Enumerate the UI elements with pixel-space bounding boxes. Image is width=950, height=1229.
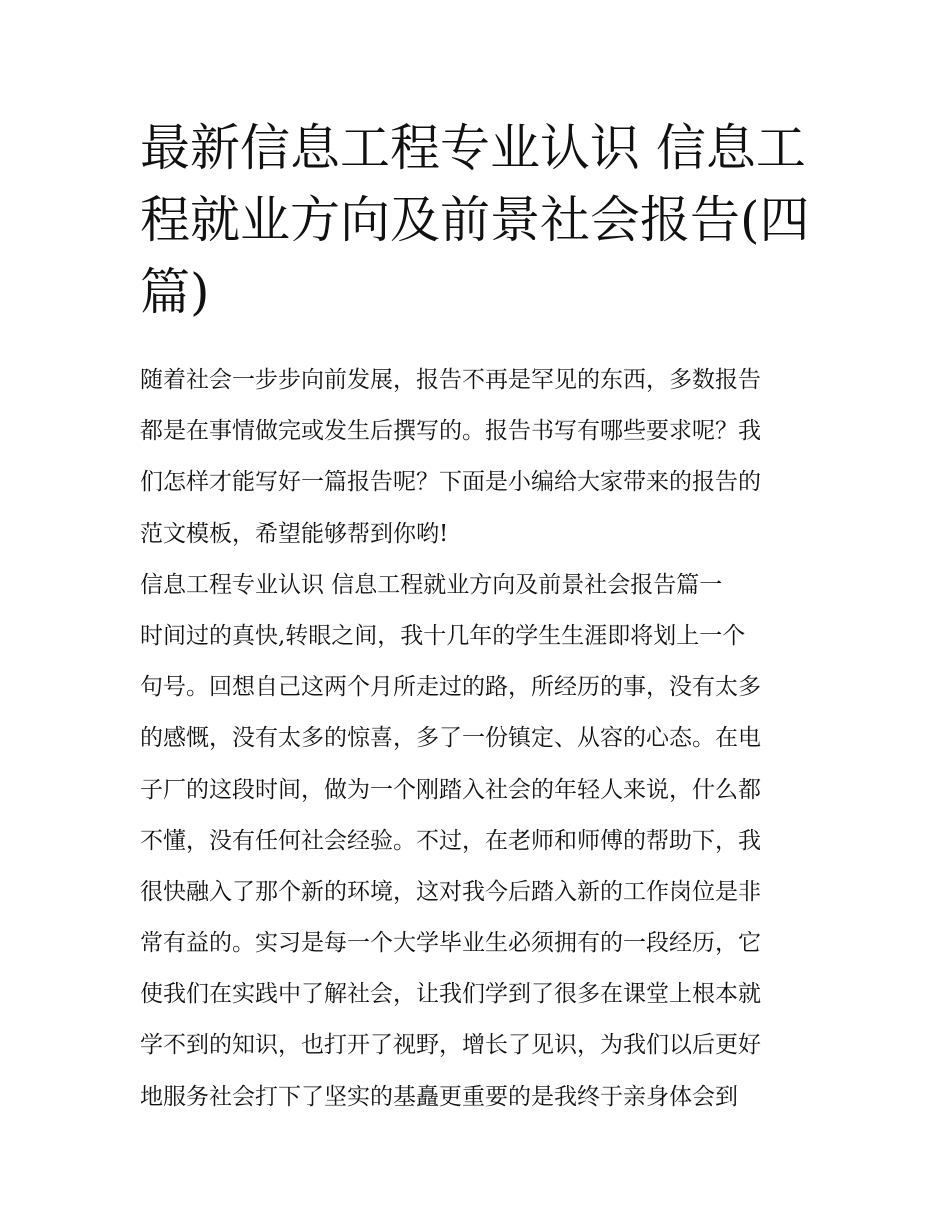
section-line: 很快融入了那个新的环境，这对我今后踏入新的工作岗位是非 — [140, 878, 761, 905]
section-heading: 信息工程专业认识 信息工程就业方向及前景社会报告篇一 — [140, 571, 723, 598]
section-line: 句号。回想自己这两个月所走过的路，所经历的事，没有太多 — [140, 674, 761, 701]
section-line: 地服务社会打下了坚实的基矗更重要的是我终于亲身体会到 — [140, 1083, 738, 1110]
section-line: 时间过的真快,转眼之间，我十几年的学生生涯即将划上一个 — [140, 622, 746, 649]
intro-line: 随着社会一步步向前发展，报告不再是罕见的东西，多数报告 — [140, 367, 761, 393]
intro-line: 们怎样才能写好一篇报告呢？下面是小编给大家带来的报告的 — [140, 469, 761, 496]
document-body — [140, 355, 820, 1123]
section-line: 的感慨，没有太多的惊喜，多了一份镇定、从容的心态。在电 — [140, 725, 761, 752]
section-line: 子厂的这段时间，做为一个刚踏入社会的年轻人来说，什么都 — [140, 776, 761, 803]
section-line: 常有益的。实习是每一个大学毕业生必须拥有的一段经历，它 — [140, 930, 761, 957]
section-line: 不懂，没有任何社会经验。不过，在老师和师傅的帮助下，我 — [140, 827, 761, 854]
document-title: 最新信息工程专业认识 信息工程就业方向及前景社会报告(四篇) — [140, 119, 810, 321]
section-line: 学不到的知识，也打开了视野，增长了见识，为我们以后更好 — [140, 1032, 761, 1059]
section-line: 使我们在实践中了解社会，让我们学到了很多在课堂上根本就 — [140, 981, 761, 1008]
intro-line: 都是在事情做完或发生后撰写的。报告书写有哪些要求呢？我 — [140, 418, 761, 445]
intro-line: 范文模板，希望能够帮到你哟! — [140, 520, 449, 547]
